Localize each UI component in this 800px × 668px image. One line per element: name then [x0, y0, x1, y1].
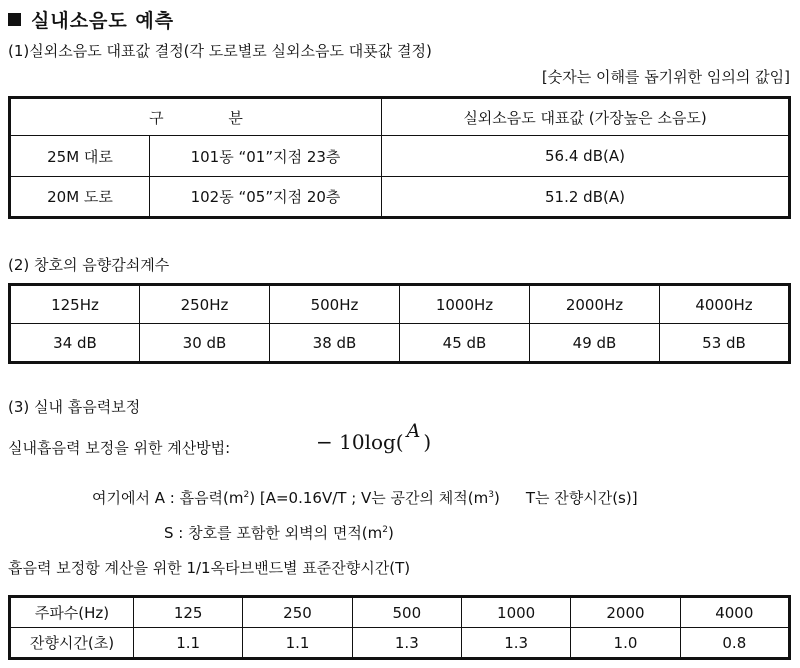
section2-heading: (2) 창호의 음향감쇠계수 [8, 256, 170, 274]
noise-value: 51.2 dB(A) [382, 177, 790, 218]
attenuation-cell: 45 dB [400, 324, 530, 363]
measure-point: 101동 “01”지점 23층 [150, 136, 382, 177]
freq-cell: 2000Hz [530, 285, 660, 324]
reverb-value-row [10, 628, 790, 659]
outdoor-noise-table [8, 96, 791, 219]
reverb-header-cell: 주파수(Hz) [10, 597, 134, 628]
section1-heading: (1)실외소음도 대표값 결정(각 도로별로 실외소음도 대푯값 결정) [8, 42, 432, 60]
reverb-value-cell: 1.1 [243, 628, 352, 659]
reverb-header-cell: 125 [134, 597, 243, 628]
freq-cell: 125Hz [10, 285, 140, 324]
attenuation-table [8, 283, 791, 364]
reverb-header-cell: 2000 [571, 597, 680, 628]
road-name: 25M 대로 [10, 136, 150, 177]
attenuation-cell: 34 dB [10, 324, 140, 363]
attenuation-cell: 53 dB [660, 324, 790, 363]
page-title-text: 실내소음도 예측 [31, 10, 175, 32]
page-title [8, 6, 174, 33]
reverb-table [8, 595, 791, 660]
attenuation-row [10, 324, 790, 363]
attenuation-cell: 38 dB [270, 324, 400, 363]
noise-value: 56.4 dB(A) [382, 136, 790, 177]
reverb-header-row [10, 597, 790, 628]
table-row [10, 136, 790, 177]
section3-heading: (3) 실내 흡음력보정 [8, 398, 141, 416]
reverb-value-cell: 1.1 [134, 628, 243, 659]
attenuation-cell: 49 dB [530, 324, 660, 363]
section1-note: [숫자는 이해를 돕기위한 임의의 값임] [541, 68, 790, 86]
freq-cell: 1000Hz [400, 285, 530, 324]
absorption-formula [316, 420, 432, 454]
freq-cell: 500Hz [270, 285, 400, 324]
s-definition: S : 창호를 포함한 외벽의 면적$(m^2)$ [164, 524, 394, 542]
reverb-value-cell: 1.3 [352, 628, 461, 659]
measure-point: 102동 “05”지점 20층 [150, 177, 382, 218]
where-definition: 여기에서 A : 흡음력$(m^2)$ [A=0.16V/T ; V는 공간의 체적$(m^3)$ T는 잔향시간(s)] [92, 489, 638, 507]
road-name: 20M 도로 [10, 177, 150, 218]
table-row [10, 177, 790, 218]
reverb-header-cell: 1000 [461, 597, 570, 628]
reverb-value-cell: 1.0 [571, 628, 680, 659]
reverb-value-cell: 0.8 [680, 628, 789, 659]
freq-cell: 4000Hz [660, 285, 790, 324]
reverb-heading: 흡음력 보정항 계산을 위한 1/1옥타브밴드별 표준잔향시간(T) [8, 559, 411, 577]
square-bullet-icon [8, 13, 21, 26]
reverb-header-cell: 250 [243, 597, 352, 628]
header-division: 구 분 [10, 98, 382, 136]
header-representative-value: 실외소음도 대표값 (가장높은 소음도) [382, 98, 790, 136]
freq-cell: 250Hz [140, 285, 270, 324]
reverb-header-cell: 500 [352, 597, 461, 628]
formula-prefix: − 10log( [316, 430, 404, 454]
reverb-value-cell: 1.3 [461, 628, 570, 659]
formula-suffix: ) [423, 430, 432, 454]
reverb-value-cell: 잔향시간(초) [10, 628, 134, 659]
attenuation-cell: 30 dB [140, 324, 270, 363]
frequency-row [10, 285, 790, 324]
reverb-header-cell: 4000 [680, 597, 789, 628]
method-label: 실내흡음력 보정을 위한 계산방법: [8, 439, 231, 457]
table-header-row [10, 98, 790, 136]
formula-variable: A [406, 420, 421, 442]
